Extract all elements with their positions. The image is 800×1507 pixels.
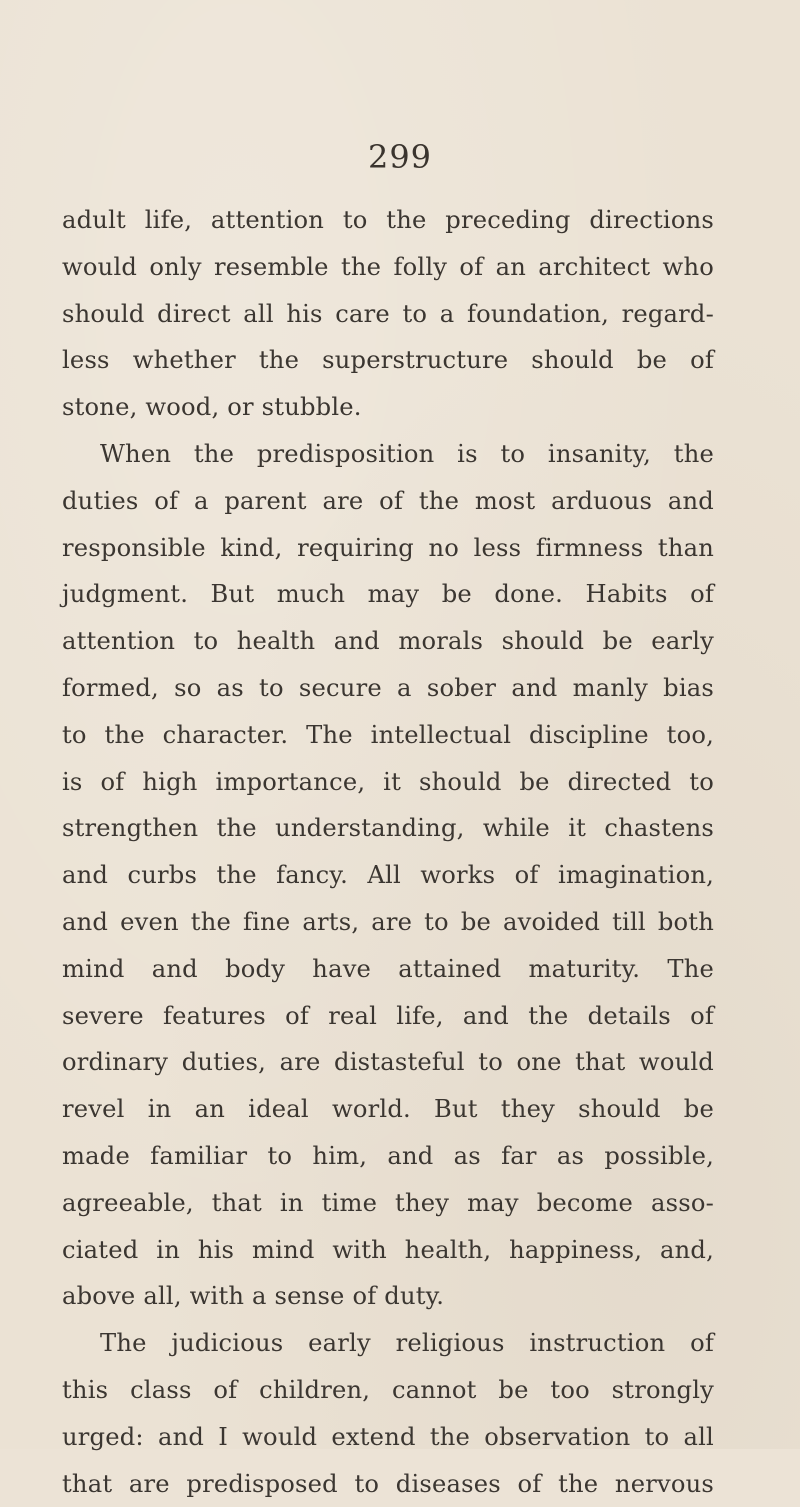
text-line: When the predisposition is to insanity, the (100, 439, 714, 468)
text-line: and even the fine arts, are to be avoided till both (62, 907, 714, 936)
text-line: that are predisposed to diseases of the nervous (62, 1469, 714, 1498)
text-line: this class of children, cannot be too strongly (62, 1375, 714, 1404)
text-line: urged: and I would extend the observation to all (62, 1422, 714, 1451)
text-line: The judicious early religious instruction of (100, 1329, 714, 1358)
text-line: revel in an ideal world. But they should be (62, 1095, 714, 1124)
text-line: stone, wood, or stubble. (62, 393, 362, 422)
text-line: judgment. But much may be done. Habits of (62, 580, 714, 609)
text-line: above all, with a sense of duty. (62, 1282, 445, 1311)
text-line: would only resemble the folly of an architect who (62, 252, 714, 281)
text-line: should direct all his care to a foundation, regard- (62, 299, 714, 328)
text-line: adult life, attention to the preceding directions (62, 206, 714, 234)
text-line: agreeable, that in time they may become asso- (62, 1188, 714, 1217)
page-number: 299 (367, 138, 433, 176)
body-text (62, 197, 714, 1507)
text-line: duties of a parent are of the most arduous and (62, 486, 714, 515)
text-line: to the character. The intellectual discipline too, (62, 720, 714, 749)
text-line: mind and body have attained maturity. The (62, 954, 714, 983)
text-line: made familiar to him, and as far as possible, (62, 1141, 714, 1170)
text-line: less whether the superstructure should be of (62, 346, 714, 375)
text-line: is of high importance, it should be directed to (62, 767, 714, 796)
text-line: ciated in his mind with health, happiness, and, (62, 1235, 714, 1264)
text-line: attention to health and morals should be early (62, 627, 714, 656)
text-line: severe features of real life, and the details of (62, 1001, 714, 1030)
text-line: formed, so as to secure a sober and manly bias (62, 673, 714, 702)
text-line: strengthen the understanding, while it chastens (62, 814, 714, 843)
text-line: ordinary duties, are distasteful to one that would (62, 1048, 714, 1077)
text-line: and curbs the fancy. All works of imagination, (62, 861, 714, 890)
text-line: responsible kind, requiring no less firmness than (62, 533, 714, 562)
